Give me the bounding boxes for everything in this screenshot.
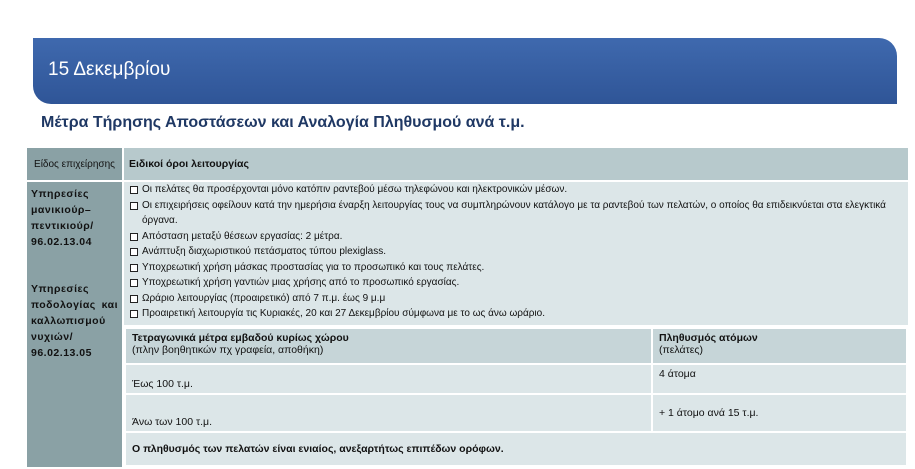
checkbox-bullet-icon — [130, 310, 138, 318]
checkbox-bullet-icon — [130, 279, 138, 287]
checkbox-bullet-icon — [130, 186, 138, 194]
section-subtitle: Μέτρα Τήρησης Αποστάσεων και Αναλογία Πληθυσμού ανά τ.μ. — [41, 114, 525, 131]
list-item: Απόσταση μεταξύ θέσεων εργασίας: 2 μέτρα. — [130, 229, 908, 245]
header-conditions: Ειδικοί όροι λειτουργίας — [123, 147, 909, 181]
list-item: Οι πελάτες θα προσέρχονται μόνο κατόπιν ραντεβού μέσω τηλεφώνου και ηλεκτρονικών μέσων. — [130, 182, 908, 198]
checkbox-bullet-icon — [130, 264, 138, 272]
population-header — [652, 328, 907, 364]
area-cell: Άνω των 100 τ.μ. — [125, 394, 652, 432]
conditions-list — [130, 182, 908, 322]
business-types-cell — [26, 181, 123, 468]
list-item: Υποχρεωτική χρήση γαντιών μιας χρήσης από το προσωπικό εργασίας. — [130, 275, 908, 291]
list-item: Ωράριο λειτουργίας (προαιρετικό) από 7 π.μ. έως 9 μ.μ — [130, 291, 908, 307]
area-cell: Έως 100 τ.μ. — [125, 364, 652, 394]
page-title: 15 Δεκεμβρίου — [48, 59, 171, 80]
regulations-table — [25, 146, 910, 469]
population-header-note: (πελάτες) — [659, 344, 703, 356]
checkbox-bullet-icon — [130, 295, 138, 303]
checkbox-bullet-icon — [130, 233, 138, 241]
population-cell: + 1 άτομο ανά 15 τ.μ. — [652, 394, 907, 432]
checkbox-bullet-icon — [130, 202, 138, 210]
area-header-title: Τετραγωνικά μέτρα εμβαδού κυρίως χώρου — [132, 332, 349, 344]
list-item: Προαιρετική λειτουργία τις Κυριακές, 20 και 27 Δεκεμβρίου σύμφωνα με το ως άνω ωράριο. — [130, 306, 908, 322]
conditions-cell — [123, 181, 909, 326]
population-cell: 4 άτομα — [652, 364, 907, 394]
checkbox-bullet-icon — [130, 248, 138, 256]
business-type-2: Υπηρεσίες ποδολογίας και καλλωπισμού νυχιών/ 96.02.13.05 — [31, 283, 118, 359]
capacity-cell — [123, 326, 909, 468]
list-item: Ανάπτυξη διαχωριστικού πετάσματος τύπου plexiglass. — [130, 244, 908, 260]
title-banner — [33, 38, 897, 104]
area-header — [125, 328, 652, 364]
business-type-1: Υπηρεσίες μανικιούρ–πεντικιούρ/ 96.02.13.04 — [31, 188, 94, 248]
population-header-title: Πληθυσμός ατόμων — [659, 332, 758, 344]
list-item: Οι επιχειρήσεις οφείλουν κατά την ημερήσια έναρξη λειτουργίας τους να συμπληρώνουν κατάλογο με τα ραντεβού των πελατών, ο οποίος θα επιδεικνύεται στα ελεγκτικά όργανα. — [130, 198, 908, 229]
header-business-type: Είδος επιχείρησης — [26, 147, 123, 181]
capacity-table — [124, 327, 908, 467]
area-header-note: (πλην βοηθητικών πχ γραφεία, αποθήκη) — [132, 344, 324, 356]
list-item: Υποχρεωτική χρήση μάσκας προστασίας για το προσωπικό και τους πελάτες. — [130, 260, 908, 276]
footnote: Ο πληθυσμός των πελατών είναι ενιαίος, ανεξαρτήτως επιπέδων ορόφων. — [125, 432, 907, 466]
